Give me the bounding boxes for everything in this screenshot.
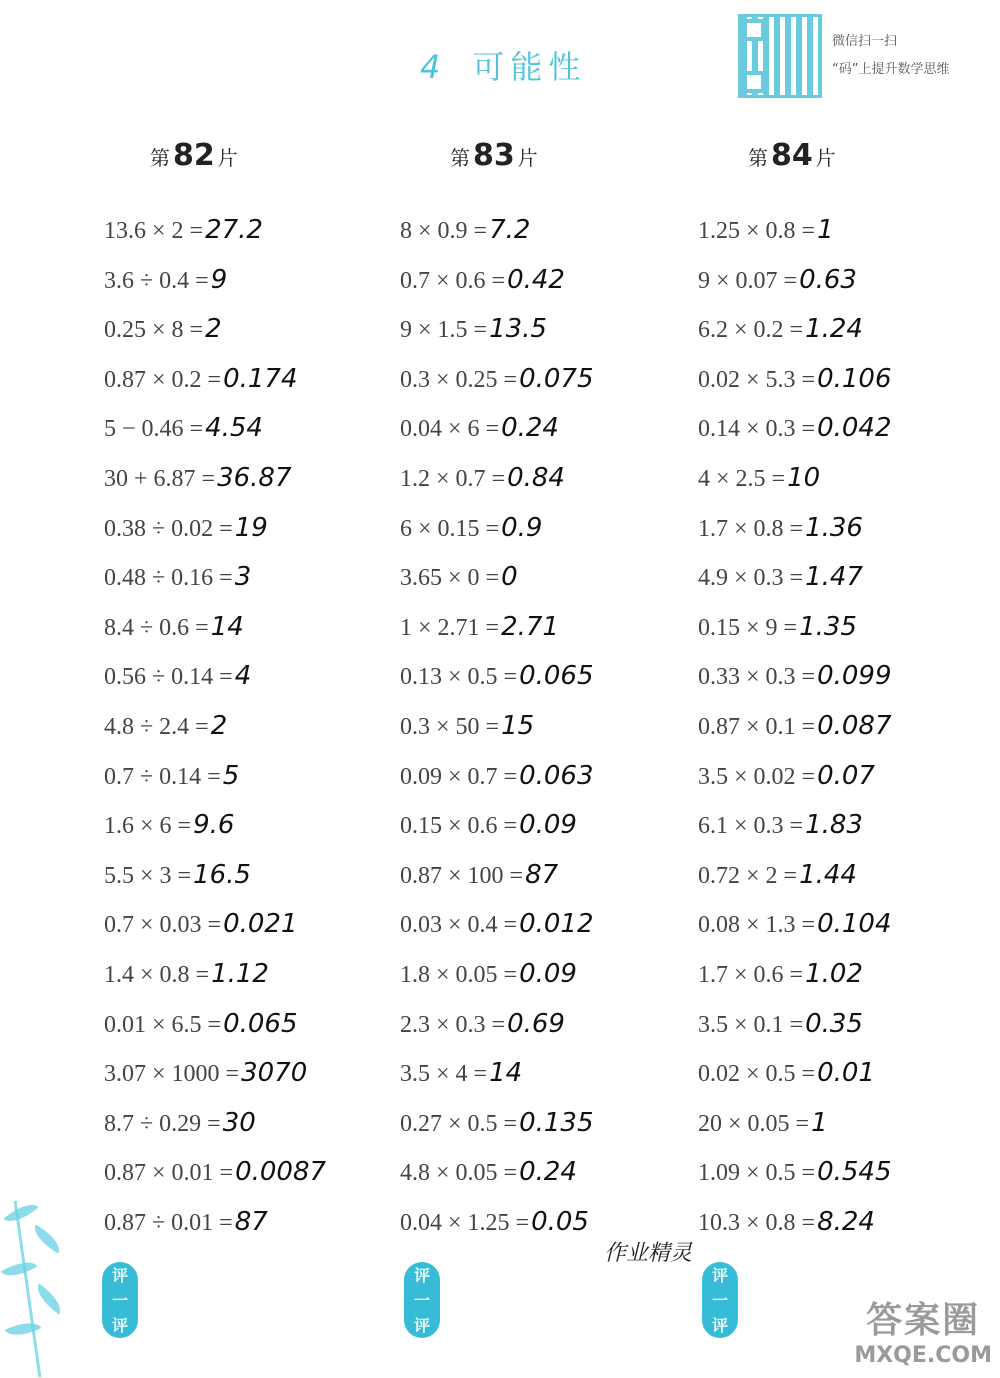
problem-question: 0.27 × 0.5 = [400, 1110, 518, 1137]
problem-question: 9 × 1.5 = [400, 317, 488, 344]
problem-answer: 0.84 [507, 462, 565, 493]
problem-row [698, 305, 892, 355]
problem-question: 6 × 0.15 = [400, 515, 500, 542]
problem-answer: 87 [525, 859, 559, 890]
problem-row [698, 206, 892, 256]
column-header-82 [150, 138, 238, 173]
problem-question: 0.72 × 2 = [698, 862, 798, 889]
problem-answer: 0.099 [817, 661, 892, 692]
watermark-logo: 答案圈 [866, 1300, 981, 1341]
problem-column-82 [104, 206, 326, 1247]
review-badge-char: 评 [413, 1316, 430, 1335]
problem-question: 0.7 ÷ 0.14 = [104, 763, 221, 790]
problem-question: 20 × 0.05 = [698, 1110, 810, 1137]
problem-question: 8.7 ÷ 0.29 = [104, 1110, 221, 1137]
problem-answer: 2 [210, 710, 228, 741]
leaf-icon [1, 1254, 37, 1283]
review-badge-82[interactable] [102, 1262, 138, 1338]
problem-row [400, 851, 594, 901]
problem-answer: 0 [501, 562, 518, 593]
problem-column-84 [698, 206, 892, 1247]
problem-row [698, 950, 892, 1000]
problem-row [698, 851, 892, 901]
problem-row [698, 900, 892, 950]
problem-question: 0.3 × 0.25 = [400, 366, 518, 393]
problem-answer: 1.24 [805, 314, 863, 345]
problem-answer: 0.021 [223, 909, 298, 940]
problem-question: 30 + 6.87 = [104, 465, 216, 492]
problem-answer: 1 [811, 1107, 828, 1138]
problem-answer: 0.9 [501, 512, 543, 543]
problem-question: 0.14 × 0.3 = [698, 416, 816, 443]
problem-question: 4.8 × 0.05 = [400, 1160, 518, 1187]
problem-row [400, 1000, 594, 1050]
problem-question: 0.15 × 9 = [698, 614, 798, 641]
review-badge-char: 一 [711, 1291, 728, 1310]
problem-question: 0.38 ÷ 0.02 = [104, 515, 233, 542]
problem-answer: 0.63 [799, 264, 857, 295]
problem-answer: 0.065 [519, 661, 594, 692]
watermark-url: MXQE.COM [854, 1343, 992, 1368]
problem-question: 3.5 × 4 = [400, 1061, 488, 1088]
problem-answer: 4.54 [205, 413, 263, 444]
problem-answer: 0.174 [223, 363, 298, 394]
problem-row [400, 553, 594, 603]
problem-question: 0.87 × 0.2 = [104, 366, 222, 393]
review-badge-char: 一 [111, 1291, 128, 1310]
problem-question: 0.56 ÷ 0.14 = [104, 664, 233, 691]
problem-question: 3.07 × 1000 = [104, 1061, 240, 1088]
problem-answer: 36.87 [217, 462, 292, 493]
problem-row [400, 900, 594, 950]
problem-row [104, 950, 326, 1000]
problem-answer: 0.35 [805, 1008, 863, 1039]
problem-question: 3.5 × 0.1 = [698, 1011, 804, 1038]
problem-question: 4.9 × 0.3 = [698, 565, 804, 592]
problem-answer: 1.36 [805, 512, 863, 543]
problem-answer: 7.2 [489, 215, 531, 245]
problem-row [400, 256, 594, 306]
qr-code-icon[interactable] [738, 14, 822, 98]
problem-answer: 2 [205, 314, 222, 345]
problem-answer: 9.6 [193, 810, 235, 841]
problem-question: 0.48 ÷ 0.16 = [104, 565, 233, 592]
problem-answer: 1.35 [799, 611, 857, 642]
problem-answer: 3070 [241, 1058, 308, 1089]
problem-question: 1 × 2.71 = [400, 614, 500, 641]
problem-answer: 1.44 [799, 859, 857, 890]
problem-row [400, 603, 594, 653]
problem-row [400, 206, 594, 256]
problem-question: 0.87 × 0.1 = [698, 713, 816, 740]
problem-answer: 19 [234, 512, 268, 543]
problem-answer: 14 [210, 611, 244, 642]
handwritten-signature: 作业精灵 [604, 1241, 693, 1266]
problem-answer: 1.02 [805, 958, 863, 989]
problem-answer: 0.545 [817, 1157, 892, 1188]
problem-row [104, 404, 326, 454]
problem-answer: 0.063 [519, 760, 594, 791]
problem-answer: 1.83 [805, 810, 863, 841]
problem-row [104, 1148, 326, 1198]
problem-question: 13.6 × 2 = [104, 218, 204, 244]
problem-row [104, 1099, 326, 1149]
problem-answer: 0.42 [507, 264, 565, 295]
problem-question: 1.2 × 0.7 = [400, 465, 506, 492]
problem-answer: 8.24 [817, 1206, 875, 1237]
problem-row [104, 206, 326, 256]
problem-question: 0.03 × 0.4 = [400, 912, 518, 939]
column-header-prefix: 第 [150, 146, 170, 170]
problem-question: 6.2 × 0.2 = [698, 317, 804, 344]
review-badge-char: 评 [413, 1266, 430, 1285]
problem-question: 0.01 × 6.5 = [104, 1011, 222, 1038]
problem-question: 1.4 × 0.8 = [104, 961, 210, 988]
problem-answer: 10 [787, 462, 821, 493]
problem-question: 0.09 × 0.7 = [400, 763, 518, 790]
watermark [854, 1292, 992, 1368]
problem-question: 0.3 × 50 = [400, 713, 500, 740]
problem-answer: 15 [501, 710, 535, 741]
problem-answer: 30 [222, 1107, 256, 1138]
review-badge-char: 评 [711, 1316, 728, 1335]
page-title [420, 42, 586, 88]
problem-row [104, 256, 326, 306]
problem-row [104, 851, 326, 901]
problem-question: 4 × 2.5 = [698, 465, 786, 492]
problem-answer: 16.5 [193, 859, 251, 890]
problem-question: 0.87 × 100 = [400, 862, 524, 889]
review-badge-83[interactable] [404, 1262, 440, 1338]
problem-row [698, 404, 892, 454]
problem-row [698, 1198, 892, 1248]
problem-row [698, 553, 892, 603]
problem-row [104, 454, 326, 504]
problem-row [400, 652, 594, 702]
problem-question: 0.04 × 6 = [400, 416, 500, 443]
problem-row [698, 1099, 892, 1149]
problem-answer: 1 [817, 215, 834, 245]
problem-question: 1.6 × 6 = [104, 813, 192, 840]
problem-answer: 14 [489, 1058, 523, 1089]
qr-caption-line2: “码”上提升数学思维 [832, 62, 950, 77]
column-header-83 [450, 138, 538, 173]
problem-question: 0.13 × 0.5 = [400, 664, 518, 691]
problem-question: 2.3 × 0.3 = [400, 1011, 506, 1038]
problem-question: 0.02 × 5.3 = [698, 366, 816, 393]
problem-row [400, 752, 594, 802]
qr-caption [832, 28, 992, 84]
problem-row [104, 603, 326, 653]
problem-answer: 0.69 [507, 1008, 565, 1039]
problem-answer: 1.47 [805, 562, 863, 593]
problem-answer: 87 [234, 1206, 268, 1237]
problem-row [698, 504, 892, 554]
problem-row [104, 801, 326, 851]
problem-answer: 2.71 [501, 611, 559, 642]
problem-answer: 0.106 [817, 363, 892, 394]
problem-question: 1.7 × 0.8 = [698, 515, 804, 542]
problem-row [400, 1148, 594, 1198]
problem-row [104, 553, 326, 603]
review-badge-char: 一 [413, 1291, 430, 1310]
problem-answer: 0.042 [817, 413, 892, 444]
problem-row [698, 1000, 892, 1050]
problem-row [400, 801, 594, 851]
problem-answer: 0.104 [817, 909, 892, 940]
problem-answer: 27.2 [205, 215, 263, 245]
problem-row [104, 702, 326, 752]
problem-row [400, 305, 594, 355]
chapter-title: 可能性 [472, 48, 587, 86]
problem-row [698, 1148, 892, 1198]
problem-row [698, 256, 892, 306]
problem-question: 5 − 0.46 = [104, 416, 204, 443]
problem-answer: 3 [234, 562, 252, 593]
problem-row [104, 305, 326, 355]
problem-question: 1.25 × 0.8 = [698, 218, 816, 244]
problem-row [400, 1099, 594, 1149]
problem-question: 0.87 ÷ 0.01 = [104, 1209, 233, 1236]
problem-answer: 0.075 [519, 363, 594, 394]
problem-row [400, 355, 594, 405]
review-badge-84[interactable] [702, 1262, 738, 1338]
column-header-suffix: 片 [217, 146, 238, 170]
problem-question: 6.1 × 0.3 = [698, 813, 804, 840]
problem-row [400, 454, 594, 504]
problem-row [698, 801, 892, 851]
problem-row [104, 1198, 326, 1248]
column-header-number: 83 [473, 138, 515, 173]
problem-question: 8 × 0.9 = [400, 218, 488, 244]
column-header-number: 82 [173, 138, 215, 173]
problem-question: 1.7 × 0.6 = [698, 961, 804, 988]
problem-answer: 9 [210, 264, 228, 295]
problem-answer: 0.09 [519, 958, 577, 989]
problem-question: 0.25 × 8 = [104, 317, 204, 344]
problem-question: 9 × 0.07 = [698, 267, 798, 294]
review-badge-char: 评 [111, 1316, 128, 1335]
problem-row [104, 752, 326, 802]
problem-answer: 0.24 [501, 413, 559, 444]
chapter-number: 4 [420, 48, 447, 86]
problem-question: 1.09 × 0.5 = [698, 1160, 816, 1187]
problem-row [698, 454, 892, 504]
problem-question: 0.02 × 0.5 = [698, 1061, 816, 1088]
problem-row [698, 1049, 892, 1099]
problem-row [698, 752, 892, 802]
problem-question: 0.15 × 0.6 = [400, 813, 518, 840]
problem-row [104, 504, 326, 554]
problem-question: 0.04 × 1.25 = [400, 1209, 530, 1236]
problem-answer: 0.24 [519, 1157, 577, 1188]
column-header-prefix: 第 [450, 146, 470, 170]
problem-row [400, 1049, 594, 1099]
leaf-icon [3, 1197, 38, 1230]
column-header-number: 84 [771, 138, 813, 173]
problem-question: 0.7 × 0.6 = [400, 267, 506, 294]
problem-answer: 0.0087 [235, 1157, 327, 1188]
problem-row [698, 603, 892, 653]
problem-row [400, 950, 594, 1000]
review-badge-char: 评 [111, 1266, 128, 1285]
problem-row [400, 504, 594, 554]
problem-row [104, 1049, 326, 1099]
problem-question: 3.65 × 0 = [400, 565, 500, 592]
problem-question: 4.8 ÷ 2.4 = [104, 713, 209, 740]
problem-answer: 0.01 [817, 1058, 875, 1089]
problem-answer: 1.12 [211, 958, 269, 989]
problem-row [400, 404, 594, 454]
problem-row [104, 355, 326, 405]
problem-row [698, 355, 892, 405]
leaf-icon [29, 1224, 65, 1253]
problem-question: 3.5 × 0.02 = [698, 763, 816, 790]
problem-row [698, 702, 892, 752]
problem-column-83 [400, 206, 594, 1247]
problem-question: 0.08 × 1.3 = [698, 912, 816, 939]
problem-question: 3.6 ÷ 0.4 = [104, 267, 209, 294]
problem-question: 0.33 × 0.3 = [698, 664, 816, 691]
problem-row [400, 702, 594, 752]
leaf-icon [31, 1284, 67, 1315]
column-header-suffix: 片 [517, 146, 538, 170]
problem-answer: 0.065 [223, 1008, 298, 1039]
review-badge-char: 评 [711, 1266, 728, 1285]
problem-answer: 4 [234, 661, 252, 692]
problem-row [104, 1000, 326, 1050]
problem-question: 10.3 × 0.8 = [698, 1209, 816, 1236]
problem-row [698, 652, 892, 702]
column-header-suffix: 片 [815, 146, 836, 170]
problem-answer: 0.09 [519, 810, 577, 841]
problem-question: 0.7 × 0.03 = [104, 912, 222, 939]
problem-row [400, 1198, 594, 1248]
problem-question: 0.87 × 0.01 = [104, 1160, 234, 1187]
problem-question: 8.4 ÷ 0.6 = [104, 614, 209, 641]
problem-answer: 0.05 [531, 1206, 589, 1237]
qr-caption-line1: 微信扫一扫 [832, 34, 898, 49]
problem-answer: 5 [222, 760, 240, 791]
problem-question: 5.5 × 3 = [104, 862, 192, 889]
problem-row [104, 652, 326, 702]
problem-answer: 0.07 [817, 760, 875, 791]
column-header-84 [748, 138, 836, 173]
problem-answer: 0.135 [519, 1107, 594, 1138]
problem-question: 1.8 × 0.05 = [400, 961, 518, 988]
problem-answer: 13.5 [489, 314, 547, 345]
problem-answer: 0.012 [519, 909, 594, 940]
column-header-prefix: 第 [748, 146, 768, 170]
problem-answer: 0.087 [817, 710, 892, 741]
problem-row [104, 900, 326, 950]
